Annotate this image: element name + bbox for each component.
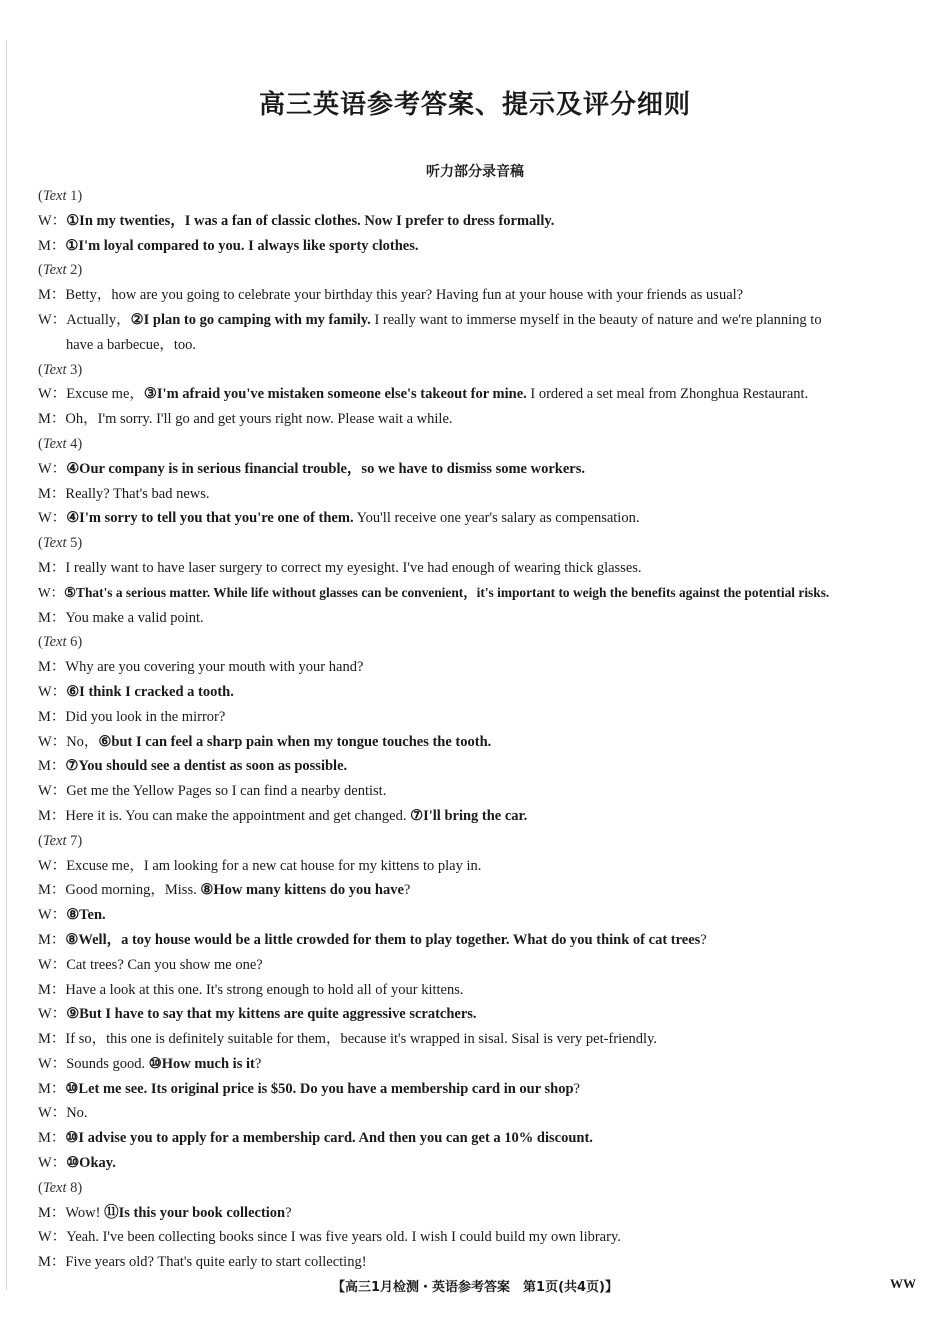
dialogue-line [38,407,918,432]
speaker-label: W： [38,907,67,924]
answer-key-text: ⑩Okay. [66,1155,116,1172]
speaker-label: M： [38,882,66,899]
dialogue-line [38,705,918,730]
speaker-label: W： [38,857,67,874]
dialogue-line [38,878,918,903]
text-number: 3) [66,361,83,378]
speaker-label: W： [38,683,67,700]
speaker-label: M： [38,1204,66,1221]
dialogue-line [38,953,918,978]
dialogue-text: You make a valid point. [65,609,204,626]
speaker-label: M： [38,609,66,626]
dialogue-continuation [38,333,918,358]
dialogue-line [38,209,918,234]
dialogue-text: ? [573,1080,580,1097]
text-section-header [38,258,918,283]
dialogue-line [38,1052,918,1077]
dialogue-line [38,1250,918,1275]
dialogue-line [38,680,918,705]
dialogue-text: Actually， [66,311,131,328]
dialogue-line [38,928,918,953]
text-label: Text [42,361,67,378]
dialogue-text: Get me the Yellow Pages so I can find a nearby dentist. [66,783,387,800]
paren: ( [38,188,43,204]
text-section-header [38,1176,918,1201]
dialogue-text: Did you look in the mirror? [65,708,226,725]
dialogue-line [38,1126,918,1151]
speaker-label: M： [38,659,66,676]
text-number: 1) [66,188,83,204]
text-label: Text [42,832,67,849]
answer-key-text: ⑥but I can feel a sharp pain when my tongue touches the tooth. [98,733,492,750]
answer-key-text: ④I'm sorry to tell you that you're one of them. [66,510,354,527]
dialogue-line [38,382,918,407]
answer-key-text: ①I'm loyal compared to you. I always like sporty clothes. [65,237,419,254]
answer-key-text: ⑧Ten. [66,907,106,924]
answer-key-text: ⑨But I have to say that my kittens are quite aggressive scratchers. [66,1006,477,1023]
dialogue-text: Betty，how are you going to celebrate your birthday this year? Having fun at your house with your friends as usual? [65,287,744,304]
dialogue-line [38,730,918,755]
dialogue-text: Excuse me， [66,386,144,403]
dialogue-line [38,457,918,482]
dialogue-line [38,779,918,804]
dialogue-line [38,978,918,1003]
dialogue-text: Why are you covering your mouth with your hand? [65,659,364,676]
speaker-label: M： [38,1254,66,1271]
dialogue-line [38,754,918,779]
speaker-label: W： [38,386,67,403]
dialogue-text: Yeah. I've been collecting books since I was five years old. I wish I could build my own library. [66,1229,621,1246]
answer-key-text: ⑩Let me see. Its original price is $50. Do you have a membership card in our shop [65,1080,574,1097]
dialogue-line [38,1225,918,1250]
speaker-label: W： [38,783,67,800]
paren: ( [38,435,43,452]
speaker-label: W： [38,1155,67,1172]
dialogue-text: Sounds good. [66,1055,149,1072]
speaker-label: W： [38,584,65,600]
speaker-label: W： [38,460,67,477]
text-label: Text [42,262,67,279]
dialogue-line [38,1201,918,1226]
dialogue-text: Good morning，Miss. [65,882,201,899]
speaker-label: W： [38,1006,67,1023]
dialogue-line [38,506,918,531]
answer-key-text: ④Our company is in serious financial trouble，so we have to dismiss some workers. [66,460,585,477]
page-footer: 【高三1月检测・英语参考答案 第1页(共4页)】 [331,1280,619,1295]
dialogue-line [38,1151,918,1176]
scan-edge-line [6,40,7,1290]
dialogue-line [38,655,918,680]
speaker-label: W： [38,1055,67,1072]
speaker-label: M： [38,287,66,304]
text-section-header [38,358,918,383]
dialogue-text: ? [285,1204,292,1221]
answer-key-text: ⑤That's a serious matter. While life without glasses can be convenient，it's important to weigh the benefits against the potential risks. [64,584,830,600]
dialogue-line [38,1027,918,1052]
paren: ( [38,634,43,651]
section-subtitle: 听力部分录音稿 [426,164,524,180]
text-label: Text [42,1179,67,1196]
dialogue-text: Have a look at this one. It's strong enough to hold all of your kittens. [65,981,464,998]
text-section-header [38,432,918,457]
dialogue-text: Cat trees? Can you show me one? [66,956,263,973]
dialogue-line [38,308,918,333]
speaker-label: M： [38,1031,66,1048]
speaker-label: M： [38,931,66,948]
speaker-label: W： [38,1229,67,1246]
dialogue-text: Oh，I'm sorry. I'll go and get yours right now. Please wait a while. [65,411,453,428]
speaker-label: W： [38,956,67,973]
dialogue-line [38,1101,918,1126]
text-number: 5) [66,535,83,552]
dialogue-text: Wow! [65,1204,105,1221]
transcript-body [38,184,918,1275]
speaker-label: M： [38,708,66,725]
text-label: Text [42,535,67,552]
dialogue-line [38,1002,918,1027]
text-section-header [38,630,918,655]
dialogue-line [38,482,918,507]
dialogue-line [38,854,918,879]
dialogue-text: ? [254,1055,262,1072]
answer-key-text: ①In my twenties，I was a fan of classic clothes. Now I prefer to dress formally. [66,212,555,229]
dialogue-text: Excuse me，I am looking for a new cat house for my kittens to play in. [66,857,482,874]
dialogue-text: No， [66,733,99,750]
dialogue-line [38,1077,918,1102]
paren: ( [38,361,43,378]
speaker-label: W： [38,311,67,328]
text-number: 6) [66,634,83,651]
dialogue-text: Here it is. You can make the appointment and get changed. [65,807,411,824]
dialogue-line [38,606,918,631]
dialogue-line [38,283,918,308]
dialogue-line [38,234,918,259]
answer-key-text: ⑦You should see a dentist as soon as possible. [65,758,348,775]
dialogue-line [38,903,918,928]
answer-key-text: ⑩How much is it [148,1055,255,1072]
paren: ( [38,832,43,849]
speaker-label: M： [38,758,66,775]
answer-key-text: ⑦I'll bring the car. [410,807,528,824]
dialogue-text: Five years old? That's quite early to start collecting! [65,1254,367,1271]
answer-key-text: ③I'm afraid you've mistaken someone else's takeout for mine. [143,386,527,403]
answer-key-text: ⑩I advise you to apply for a membership card. And then you can get a 10% discount. [65,1130,593,1147]
text-number: 2) [66,262,83,279]
dialogue-text: I really want to immerse myself in the beauty of nature and we're planning to [370,311,822,328]
dialogue-text: ? [403,882,411,899]
dialogue-text: have a barbecue，too. [66,336,197,353]
footer-mark: WW [890,1276,916,1291]
text-label: Text [42,435,67,452]
dialogue-text: I really want to have laser surgery to correct my eyesight. I've had enough of wearing thick glasses. [65,559,642,576]
answer-key-text: ⑧How many kittens do you have [200,882,404,899]
answer-key-text: ⑪Is this your book collection [104,1204,286,1221]
answer-key-text: ⑧Well，a toy house would be a little crowded for them to play together. What do you think of cat trees [65,931,701,948]
speaker-label: M： [38,237,66,254]
answer-key-text: ②I plan to go camping with my family. [130,311,371,328]
paren: ( [38,262,43,279]
dialogue-text: Really? That's bad news. [65,485,210,502]
answer-key-text: ⑥I think I cracked a tooth. [66,683,234,700]
dialogue-text: You'll receive one year's salary as compensation. [353,510,640,527]
dialogue-text: If so，this one is definitely suitable for them，because it's wrapped in sisal. Sisal is very pet-friendly. [65,1031,658,1048]
page-title: 高三英语参考答案、提示及评分细则 [258,90,691,120]
text-section-header [38,829,918,854]
text-label: Text [42,634,67,651]
speaker-label: W： [38,212,67,229]
speaker-label: M： [38,485,66,502]
text-section-header [38,531,918,556]
speaker-label: M： [38,1130,66,1147]
paren: ( [38,535,43,552]
dialogue-line [38,556,918,581]
speaker-label: W： [38,733,67,750]
speaker-label: W： [38,1105,67,1122]
speaker-label: M： [38,559,66,576]
dialogue-text: ? [700,931,707,948]
text-label: Text [42,188,67,204]
text-number: 8) [66,1179,83,1196]
text-section-header [38,184,918,209]
dialogue-line [38,581,918,606]
speaker-label: M： [38,411,66,428]
dialogue-text: No. [66,1105,88,1122]
text-number: 4) [66,435,83,452]
dialogue-text: I ordered a set meal from Zhonghua Restaurant. [526,386,809,403]
paren: ( [38,1179,43,1196]
speaker-label: M： [38,981,66,998]
text-number: 7) [66,832,83,849]
speaker-label: M： [38,1080,66,1097]
speaker-label: M： [38,807,66,824]
speaker-label: W： [38,510,67,527]
dialogue-line [38,804,918,829]
